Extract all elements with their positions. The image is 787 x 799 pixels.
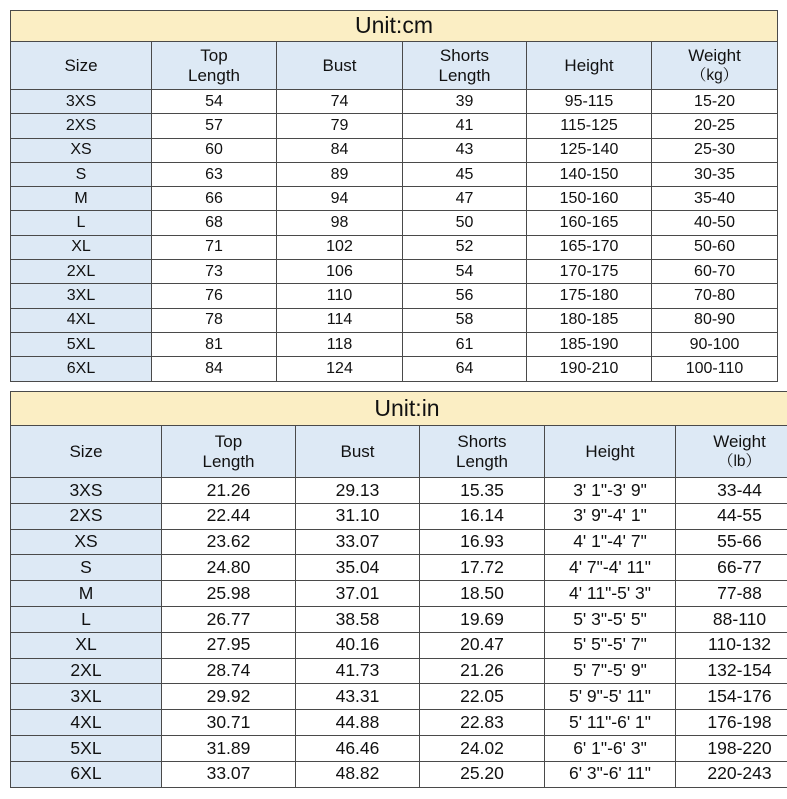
cell-weight: 15-20 [652, 90, 778, 114]
cell-height: 5' 9"-5' 11" [545, 684, 676, 710]
cell-top-length: 68 [152, 211, 277, 235]
cell-weight: 70-80 [652, 284, 778, 308]
cell-shorts-length: 15.35 [420, 478, 545, 504]
cell-top-length: 76 [152, 284, 277, 308]
cell-top-length: 21.26 [162, 478, 296, 504]
cell-height: 165-170 [527, 235, 652, 259]
cell-size: XL [11, 235, 152, 259]
cell-size: M [11, 581, 162, 607]
cell-top-length: 33.07 [162, 761, 296, 787]
cell-size: XS [11, 529, 162, 555]
cell-size: 3XS [11, 90, 152, 114]
table-row [11, 357, 778, 381]
table-title-cm: Unit:cm [11, 11, 778, 42]
cell-size: 3XL [11, 684, 162, 710]
cell-bust: 37.01 [296, 581, 420, 607]
cell-weight: 198-220 [676, 735, 787, 761]
cell-top-length: 84 [152, 357, 277, 381]
cell-top-length: 54 [152, 90, 277, 114]
cell-size: S [11, 162, 152, 186]
header-weight [652, 42, 778, 90]
cell-size: 6XL [11, 761, 162, 787]
cell-weight: 33-44 [676, 478, 787, 504]
cell-size: 4XL [11, 710, 162, 736]
table-row [11, 90, 778, 114]
cell-top-length: 28.74 [162, 658, 296, 684]
cell-weight: 90-100 [652, 332, 778, 356]
cell-size: 2XL [11, 260, 152, 284]
cell-top-length: 29.92 [162, 684, 296, 710]
cell-weight: 35-40 [652, 187, 778, 211]
table-row [11, 211, 778, 235]
cell-top-length: 24.80 [162, 555, 296, 581]
cell-top-length: 23.62 [162, 529, 296, 555]
cell-bust: 46.46 [296, 735, 420, 761]
header-height: Height [545, 426, 676, 478]
cell-top-length: 30.71 [162, 710, 296, 736]
table-row [11, 187, 778, 211]
size-table-in [10, 391, 787, 788]
cell-shorts-length: 22.05 [420, 684, 545, 710]
cell-size: M [11, 187, 152, 211]
cell-height: 150-160 [527, 187, 652, 211]
cell-height: 5' 3"-5' 5" [545, 606, 676, 632]
cell-height: 125-140 [527, 138, 652, 162]
cell-shorts-length: 25.20 [420, 761, 545, 787]
header-size: Size [11, 42, 152, 90]
header-bust: Bust [296, 426, 420, 478]
cell-height: 5' 7"-5' 9" [545, 658, 676, 684]
header-shorts: Shorts [439, 46, 490, 66]
cell-bust: 74 [277, 90, 403, 114]
header-height: Height [527, 42, 652, 90]
cell-bust: 48.82 [296, 761, 420, 787]
cell-bust: 106 [277, 260, 403, 284]
cell-weight: 176-198 [676, 710, 787, 736]
cell-shorts-length: 43 [403, 138, 527, 162]
size-table-cm [10, 10, 778, 382]
cell-bust: 38.58 [296, 606, 420, 632]
cell-shorts-length: 50 [403, 211, 527, 235]
table-row [11, 710, 787, 736]
cell-top-length: 27.95 [162, 632, 296, 658]
cell-shorts-length: 39 [403, 90, 527, 114]
cell-size: 4XL [11, 308, 152, 332]
cell-height: 4' 11"-5' 3" [545, 581, 676, 607]
cell-shorts-length: 24.02 [420, 735, 545, 761]
cell-shorts-length: 41 [403, 114, 527, 138]
table-body-cm [11, 90, 778, 382]
table-row [11, 606, 787, 632]
cell-bust: 33.07 [296, 529, 420, 555]
header-shorts-length [403, 42, 527, 90]
cell-size: L [11, 211, 152, 235]
cell-height: 3' 9"-4' 1" [545, 503, 676, 529]
cell-height: 5' 11"-6' 1" [545, 710, 676, 736]
cell-bust: 102 [277, 235, 403, 259]
header-length: Length [202, 451, 255, 471]
table-row [11, 503, 787, 529]
cell-weight: 66-77 [676, 555, 787, 581]
header-size: Size [11, 426, 162, 478]
header-top: Top [200, 46, 228, 66]
cell-size: 5XL [11, 332, 152, 356]
cell-height: 170-175 [527, 260, 652, 284]
cell-size: XL [11, 632, 162, 658]
table-row [11, 284, 778, 308]
table-row [11, 735, 787, 761]
cell-bust: 84 [277, 138, 403, 162]
header-weight-label: Weight [688, 46, 741, 66]
table-row [11, 529, 787, 555]
cell-top-length: 71 [152, 235, 277, 259]
cell-weight: 55-66 [676, 529, 787, 555]
cell-weight: 60-70 [652, 260, 778, 284]
cell-bust: 40.16 [296, 632, 420, 658]
cell-shorts-length: 21.26 [420, 658, 545, 684]
table-row [11, 478, 787, 504]
cell-height: 160-165 [527, 211, 652, 235]
cell-bust: 31.10 [296, 503, 420, 529]
cell-size: L [11, 606, 162, 632]
cell-top-length: 78 [152, 308, 277, 332]
cell-shorts-length: 19.69 [420, 606, 545, 632]
table-row [11, 260, 778, 284]
header-top-length [162, 426, 296, 478]
cell-size: 3XL [11, 284, 152, 308]
cell-height: 190-210 [527, 357, 652, 381]
cell-shorts-length: 22.83 [420, 710, 545, 736]
cell-shorts-length: 20.47 [420, 632, 545, 658]
cell-top-length: 63 [152, 162, 277, 186]
cell-shorts-length: 16.93 [420, 529, 545, 555]
cell-height: 6' 1"-6' 3" [545, 735, 676, 761]
cell-top-length: 26.77 [162, 606, 296, 632]
cell-weight: 30-35 [652, 162, 778, 186]
header-top-length [152, 42, 277, 90]
cell-shorts-length: 52 [403, 235, 527, 259]
cell-shorts-length: 45 [403, 162, 527, 186]
cell-weight: 80-90 [652, 308, 778, 332]
cell-weight: 50-60 [652, 235, 778, 259]
cell-top-length: 22.44 [162, 503, 296, 529]
header-weight-label: Weight [713, 432, 766, 452]
cell-top-length: 25.98 [162, 581, 296, 607]
cell-size: 2XS [11, 114, 152, 138]
cell-bust: 94 [277, 187, 403, 211]
header-shorts-length [420, 426, 545, 478]
cell-bust: 118 [277, 332, 403, 356]
cell-bust: 114 [277, 308, 403, 332]
cell-height: 140-150 [527, 162, 652, 186]
cell-height: 4' 7"-4' 11" [545, 555, 676, 581]
table-row [11, 162, 778, 186]
cell-weight: 110-132 [676, 632, 787, 658]
cell-height: 185-190 [527, 332, 652, 356]
cell-bust: 43.31 [296, 684, 420, 710]
cell-top-length: 31.89 [162, 735, 296, 761]
header-weight-unit: （lb） [717, 453, 762, 471]
cell-bust: 79 [277, 114, 403, 138]
cell-size: 2XS [11, 503, 162, 529]
cell-height: 180-185 [527, 308, 652, 332]
table-row [11, 308, 778, 332]
cell-bust: 110 [277, 284, 403, 308]
header-top: Top [214, 432, 243, 452]
cell-top-length: 57 [152, 114, 277, 138]
header-length: Length [438, 65, 491, 85]
header-weight [676, 426, 787, 478]
cell-size: S [11, 555, 162, 581]
header-shorts: Shorts [457, 432, 507, 452]
cell-bust: 98 [277, 211, 403, 235]
table-row [11, 684, 787, 710]
cell-bust: 35.04 [296, 555, 420, 581]
table-body-in [11, 478, 787, 788]
cell-shorts-length: 56 [403, 284, 527, 308]
cell-weight: 40-50 [652, 211, 778, 235]
cell-bust: 29.13 [296, 478, 420, 504]
table-row [11, 114, 778, 138]
cell-shorts-length: 54 [403, 260, 527, 284]
cell-shorts-length: 64 [403, 357, 527, 381]
cell-shorts-length: 58 [403, 308, 527, 332]
cell-size: 6XL [11, 357, 152, 381]
cell-top-length: 73 [152, 260, 277, 284]
cell-weight: 88-110 [676, 606, 787, 632]
cell-size: 3XS [11, 478, 162, 504]
header-bust: Bust [277, 42, 403, 90]
header-weight-unit: （kg） [690, 67, 739, 85]
cell-weight: 154-176 [676, 684, 787, 710]
cell-size: XS [11, 138, 152, 162]
cell-bust: 89 [277, 162, 403, 186]
table-row [11, 632, 787, 658]
cell-height: 115-125 [527, 114, 652, 138]
cell-height: 3' 1"-3' 9" [545, 478, 676, 504]
cell-weight: 25-30 [652, 138, 778, 162]
cell-weight: 44-55 [676, 503, 787, 529]
cell-shorts-length: 17.72 [420, 555, 545, 581]
table-row [11, 555, 787, 581]
cell-size: 5XL [11, 735, 162, 761]
cell-weight: 220-243 [676, 761, 787, 787]
table-row [11, 138, 778, 162]
cell-height: 175-180 [527, 284, 652, 308]
cell-shorts-length: 16.14 [420, 503, 545, 529]
cell-height: 6' 3"-6' 11" [545, 761, 676, 787]
cell-bust: 44.88 [296, 710, 420, 736]
cell-size: 2XL [11, 658, 162, 684]
table-row [11, 658, 787, 684]
cell-top-length: 81 [152, 332, 277, 356]
header-length: Length [188, 65, 240, 85]
table-row [11, 581, 787, 607]
cell-height: 4' 1"-4' 7" [545, 529, 676, 555]
cell-shorts-length: 47 [403, 187, 527, 211]
cell-weight: 132-154 [676, 658, 787, 684]
table-title-in: Unit:in [11, 392, 787, 426]
table-row [11, 332, 778, 356]
cell-shorts-length: 18.50 [420, 581, 545, 607]
cell-top-length: 60 [152, 138, 277, 162]
cell-weight: 77-88 [676, 581, 787, 607]
cell-top-length: 66 [152, 187, 277, 211]
cell-bust: 41.73 [296, 658, 420, 684]
table-row [11, 761, 787, 787]
cell-shorts-length: 61 [403, 332, 527, 356]
header-length: Length [456, 451, 508, 471]
cell-weight: 100-110 [652, 357, 778, 381]
cell-weight: 20-25 [652, 114, 778, 138]
cell-height: 95-115 [527, 90, 652, 114]
cell-bust: 124 [277, 357, 403, 381]
cell-height: 5' 5"-5' 7" [545, 632, 676, 658]
table-row [11, 235, 778, 259]
